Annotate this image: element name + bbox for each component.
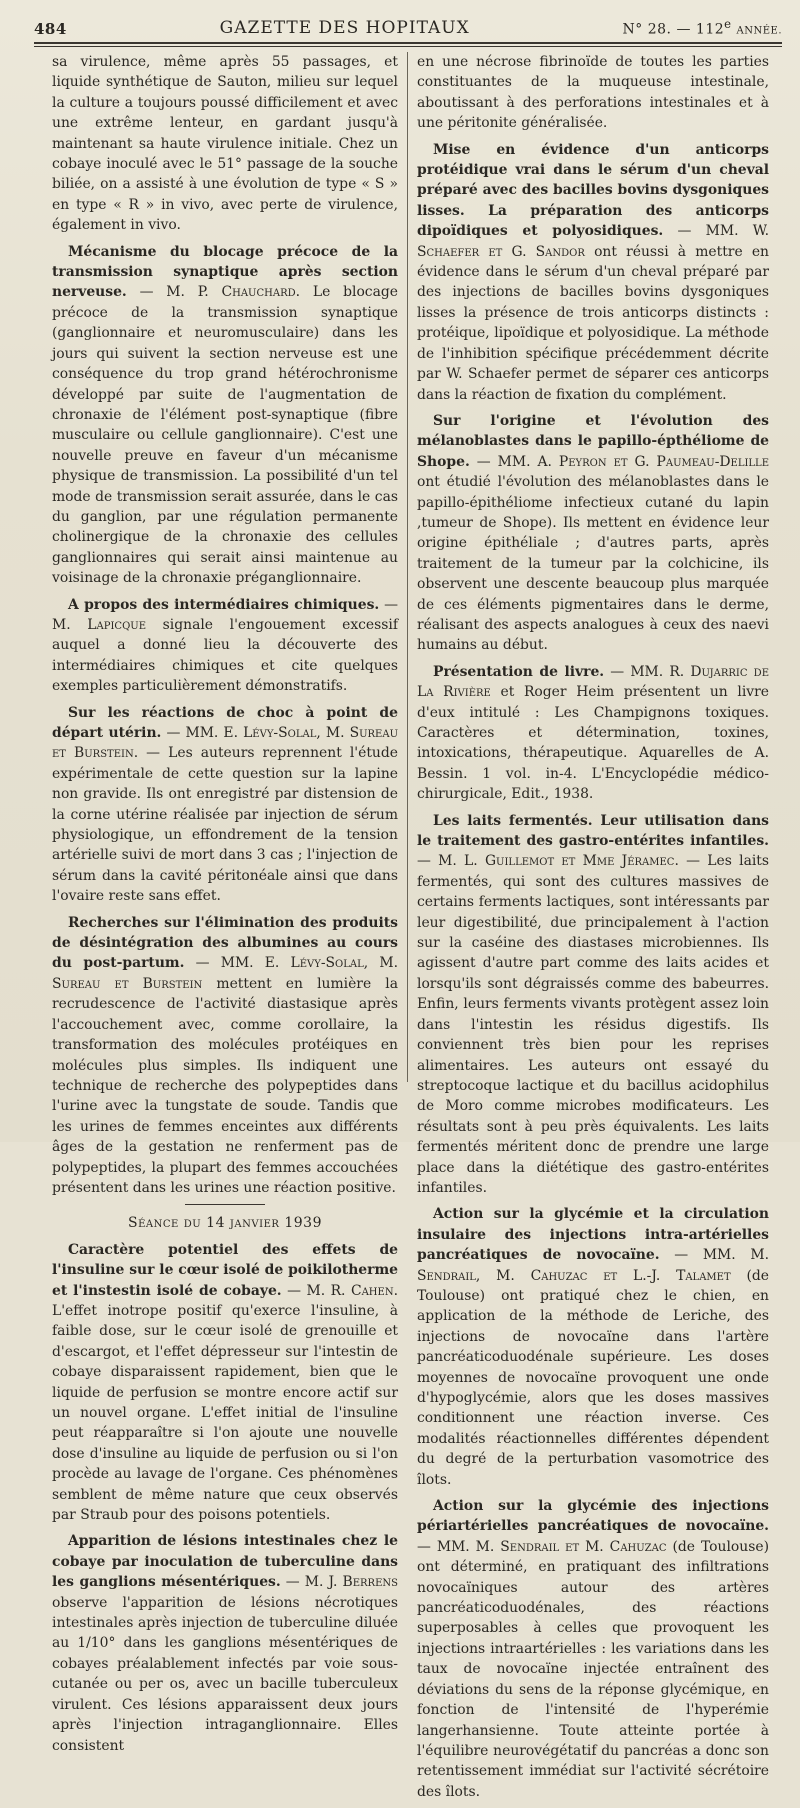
abstract-authors: — MM. E. Lévy-Solal, M. Sureau et Burstein [52,955,398,992]
abstract-berrens: Apparition de lésions intestinales chez le cobaye par inoculation de tuberculine dans les ganglions mésentériques. — M. J. Berrens observe l'apparition de lésions nécrotiques intestinales après injection de tuberculine diluée au 1/10° dans les ganglions mésentériques de cobayes préalablement infectés par voie sous-cutanée ou per os, avec un bacille tuberculeux virulent. Ces lésions apparaissent deux jours après l'injection intraganglionnaire. Elles consistent [52,1533,398,1754]
abstract-levy-solal-choc: Sur les réactions de choc à point de départ utérin. — MM. E. Lévy-Solal, M. Sureau et Burstein. — Les auteurs reprennent l'étude expérimentale de cette question sur la lapine non gravide. Ils ont enregistré par distension de la corne utérine réalisée par injection de sérum physiologique, un effondrement de la tension artérielle suivi de mort dans 3 cas ; l'injection de sérum dans la cavité péritonéale ainsi que dans l'ovaire reste sans effet. [52,704,398,905]
abstract-title: Apparition de lésions intestinales chez le cobaye par inoculation de tuberculine dans les ganglions mésentériques. [52,1533,398,1591]
header-rule-thin [34,46,782,47]
column-divider [407,52,408,1082]
abstract-lapicque: A propos des intermédiaires chimiques. — M. Lapicque signale l'engouement excessif auquel a donné lieu la découverte des intermédiaires chimiques et cite quelques exemples particulièrement démonstratifs. [52,596,398,695]
continued-paragraph: en une nécrose fibrinoïde de toutes les parties constituantes de la muqueuse intestinale, aboutissant à des perforations intestinales et à une péritonite généralisée. [417,54,769,132]
abstract-authors: — MM. M. Sendrail et M. Cahuzac [417,1538,667,1555]
seance-heading: Séance du 14 janvier 1939 [128,1215,322,1232]
abstract-title: Action sur la glycémie des injections périartérielles pancréatiques de novocaïne. [417,1498,769,1535]
abstract-authors: — M. J. Berrens [280,1574,398,1591]
header-rule [34,42,782,44]
abstract-schaefer-sandor: Mise en évidence d'un anticorps protéidique vrai dans le sérum d'un cheval préparé avec des bacilles bovins dysgoniques lisses. La préparation des anticorps dipoïdiques et polyosidiques. — MM. W. Schaefer et G. Sandor ont réussi à mettre en évidence dans le sérum d'un cheval préparé par des injections de bacilles bovins dysgoniques lisses la présence de trois anticorps distincts : protéique, lipoïdique et polyosidique. La méthode de l'inhibition spécifique précédemment décrite par W. Schaefer permet de séparer ces anticorps dans la réaction de fixation du complément. [417,141,769,403]
page-number: 484 [34,20,67,38]
abstract-authors: — M. Lapicque [52,596,398,633]
abstract-title: Mise en évidence d'un anticorps protéidique vrai dans le sérum d'un cheval préparé avec des bacilles bovins dysgoniques lisses. La préparation des anticorps dipoïdiques et polyosidiques. [417,141,769,240]
issue-label: N° 28. — 112e ANNÉE. [622,17,782,38]
continued-paragraph: sa virulence, même après 55 passages, et liquide synthétique de Sauton, milieu sur lequel la culture a toujours poussé difficilement et avec une extrême lenteur, en gardant jusqu'à maintenant sa haute virulence initiale. Chez un cobaye inoculé avec le 51° passage de la souche biliée, on a assisté à une évolution de type « S » en type « R » in vivo, avec perte de virulence, également in vivo. [52,54,398,234]
abstract-title: Sur les réactions de choc à point de départ utérin. [52,704,398,741]
abstract-dujarric: Présentation de livre. — MM. R. Dujarric de La Rivière et Roger Heim présentent un livre d'eux intitulé : Les Champignons toxiques. Caractères et détermination, toxines, intoxications, thérapeutique. Aquarelles de A. Bessin. 1 vol. in-4. L'Encyclopédie médico-chirurgicale, Edit., 1938. [417,663,769,803]
abstract-peyron: Sur l'origine et l'évolution des mélanoblastes dans le papillo-épthéliome de Shope. — MM. A. Peyron et G. Paumeau-Delille ont étudié l'évolution des mélanoblastes dans le papillo-épithéliome infectieux cutané du lapin ,tumeur de Shope). Ils mettent en évidence leur origine épithéliale ; d'autres parts, après traitement de la tumeur par la colchicine, ils observent une descente beaucoup plus marquée de ces éléments pigmentaires dans le derme, réalisant des aspects analogues à ceux des naevi humains au début. [417,412,769,654]
abstract-title: Présentation de livre. [433,663,605,680]
right-column [417,52,769,1808]
abstract-authors: — MM. M. Sendrail, M. Cahuzac et L.-J. Talamet [417,1247,769,1284]
abstract-levy-solal-albumines: Recherches sur l'élimination des produits de désintégration des albumines au cours du post-partum. — MM. E. Lévy-Solal, M. Sureau et Burstein mettent en lumière la recrudescence de l'activité diastasique après l'accouchement avec, comme corollaire, la transformation des molécules protéiques en molécules plus simples. Ils indiquent une technique de recherche des polypeptides dans l'urine avec la tungstate de soude. Tandis que les urines de femmes enceintes aux différents âges de la gestation ne renferment pas de polypeptides, la plupart des femmes accouchées présentent dans les urines une réaction positive. [52,914,398,1196]
abstract-title: Mécanisme du blocage précoce de la transmission synaptique après section nerveuse. [52,243,398,301]
page-header [34,8,782,38]
abstract-title: A propos des intermédiaires chimiques. [68,596,380,613]
abstract-cahen: Caractère potentiel des effets de l'insuline sur le cœur isolé de poikilotherme et l'instestin isolé de cobaye. — M. R. Cahen. L'effet inotrope positif qu'exerce l'insuline, à faible dose, sur le cœur isolé de grenouille et d'escargot, et l'effet dépresseur sur l'intestin de cobaye disparaissent rapidement, bien que le liquide de perfusion se montre encore actif sur un nouvel organe. L'effet initial de l'insuline peut réapparaître si l'on ajoute une nouvelle dose d'insuline au liquide de perfusion ou si l'on procède au lavage de l'organe. Ces phénomènes semblent de même nature que ceux observés par Straub pour des poisons potentiels. [52,1241,398,1524]
abstract-title: Sur l'origine et l'évolution des mélanoblastes dans le papillo-épthéliome de Shope. [417,412,769,470]
abstract-authors: — M. P. Chauchard. [126,284,301,301]
abstract-authors: — M. R. Cahen. [281,1282,398,1299]
abstract-authors: — M. L. Guillemot et Mme Jéramec. [417,853,679,870]
abstract-title: Caractère potentiel des effets de l'insuline sur le cœur isolé de poikilotherme et l'instestin isolé de cobaye. [52,1241,398,1299]
abstract-sendrail-intra: Action sur la glycémie et la circulation insulaire des injections intra-artérielles pancréatiques de novocaïne. — MM. M. Sendrail, M. Cahuzac et L.-J. Talamet (de Toulouse) ont pratiqué chez le chien, en application de la méthode de Leriche, des injections de novocaïne dans l'artère pancréaticoduodénale supérieure. Les doses moyennes de novocaïne provoquent une onde d'hypoglycémie, alors que les doses massives conditionnent une réaction inverse. Ces modalités réactionnelles différentes dépendent du degré de la perturbation vasomotrice des îlots. [417,1206,769,1488]
abstract-title: Action sur la glycémie et la circulation insulaire des injections intra-artérielles pancréatiques de novocaïne. [417,1206,769,1264]
section-rule [185,1204,265,1205]
abstract-title: Recherches sur l'élimination des produits de désintégration des albumines au cours du post-partum. [52,914,398,972]
abstract-authors: — MM. A. Peyron et G. Paumeau-Delille [469,453,769,470]
abstract-authors: — MM. R. Dujarric de La Rivière [417,663,769,701]
abstract-sendrail-peri: Action sur la glycémie des injections périartérielles pancréatiques de novocaïne. — MM. M. Sendrail et M. Cahuzac (de Toulouse) ont déterminé, en pratiquant des infiltrations novocaïniques autour des artères pancréaticoduodénales, des réactions superposables à celles que provoquent les injections intraartérielles : les variations dans les taux de novocaïne injectée entraînent des déviations du sens de la réponse glycémique, en fonction de l'intensité de l'hyperémie langerhansienne. Toute atteinte portée à l'équilibre neurovégétatif du pancréas a donc son retentissement immédiat sur l'activité sécrétoire des îlots. [417,1498,769,1800]
abstract-title: Les laits fermentés. Leur utilisation dans le traitement des gastro-entérites infantiles. [417,812,769,850]
journal-title: GAZETTE DES HOPITAUX [219,18,470,38]
abstract-guillemot: Les laits fermentés. Leur utilisation dans le traitement des gastro-entérites infantiles. — M. L. Guillemot et Mme Jéramec. — Les laits fermentés, qui sont des cultures massives de certains ferments lactiques, sont intéressants par leur digestibilité, due principalement à l'action sur la caséine des diastases microbiennes. Ils agissent d'autre part comme des laits acides et lorsqu'ils sont dégraissés comme des babeurres. Enfin, leurs ferments vivants protègent assez loin dans l'intestin les résidus digestifs. Ils conviennent très bien pour les reprises alimentaires. Les auteurs ont essayé du streptocoque lactique et du bacillus acidophilus de Moro comme microbes modificateurs. Les résultats sont à peu près équivalents. Les laits fermentés méritent donc de prendre une large place dans la diététique des gastro-entérites infantiles. [417,812,770,1196]
abstract-chauchard: Mécanisme du blocage précoce de la transmission synaptique après section nerveuse. — M. P. Chauchard. Le blocage précoce de la transmission synaptique (ganglionnaire et neuromusculaire) dans les jours qui suivent la section nerveuse est une conséquence du trop grand hétérochronisme développé par suite de l'augmentation de chronaxie de l'élément post-synaptique (fibre musculaire ou cellule ganglionnaire). C'est une nouvelle preuve en faveur d'un mécanisme physique de transmission. La possibilité d'un tel mode de transmission serait assurée, dans le cas du ganglion, par une régulation permanente cholinergique de la chronaxie des cellules ganglionnaires qui serait ainsi maintenue au voisinage de la chronaxie préganglionnaire. [52,243,398,587]
left-column [52,52,398,1762]
abstract-authors: — MM. E. Lévy-Solal, M. Sureau et Burstein. [52,725,398,762]
abstract-authors: — MM. W. Schaefer et G. Sandor [417,223,769,260]
